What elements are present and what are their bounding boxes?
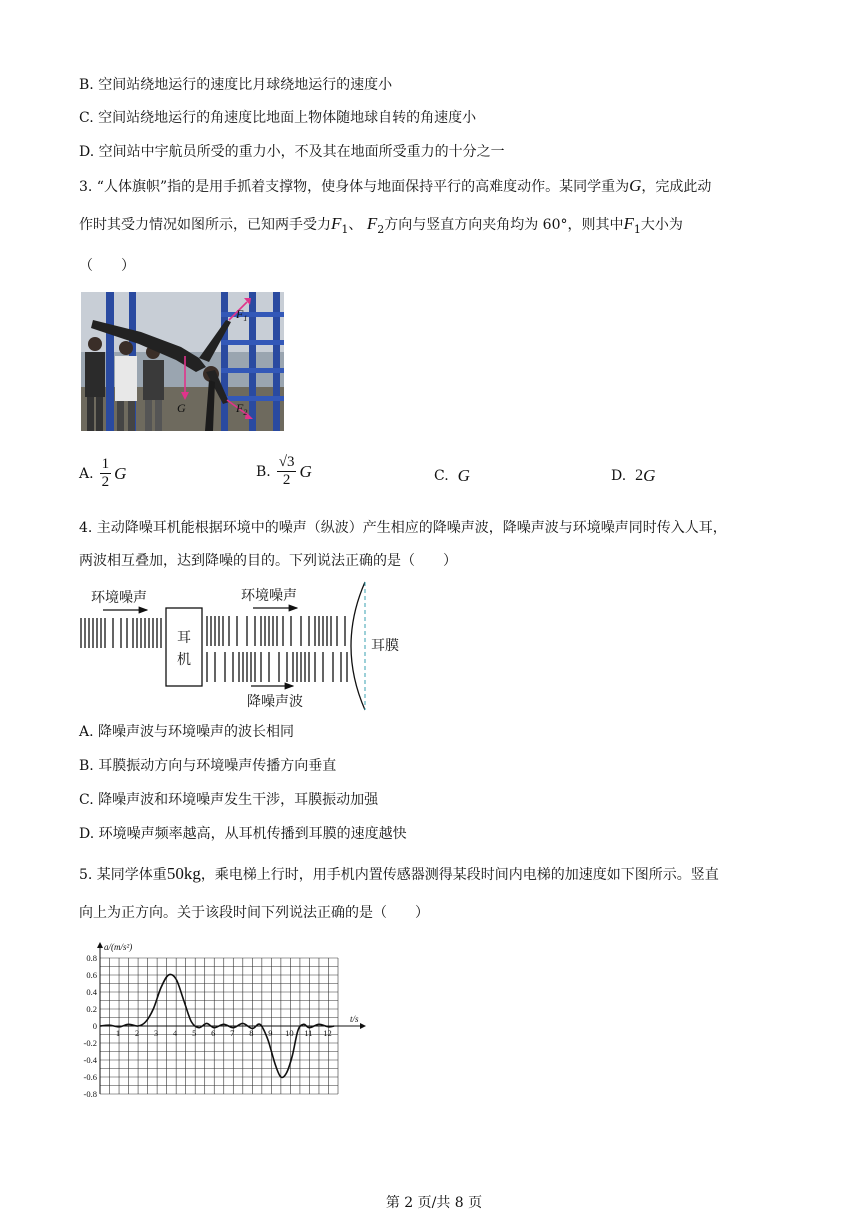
x-axis-arrow bbox=[360, 1023, 366, 1029]
svg-text:F1: $F_1$ bbox=[236, 307, 248, 323]
y-tick-label: -0.8 bbox=[83, 1089, 97, 1099]
ambient-noise-left-label: 环境噪声 bbox=[91, 590, 147, 606]
q3-line2: 作时其受力情况如图所示，已知两手受力$F_1$、 $F_2$方向与竖直方向夹角均为 60°，则其中$F_1$大小为 bbox=[79, 214, 683, 236]
x-axis-label: t/s bbox=[350, 1014, 359, 1024]
q3-option-d[interactable]: D. 2 G bbox=[611, 466, 656, 485]
q4-option-d[interactable]: D. 环境噪声频率越高，从耳机传播到耳膜的速度越快 bbox=[79, 826, 407, 842]
y-axis-arrow bbox=[97, 942, 103, 948]
x-tick-label: 5 bbox=[192, 1028, 197, 1038]
x-tick-label: 6 bbox=[211, 1028, 216, 1038]
y-tick-label: 0.2 bbox=[86, 1004, 97, 1014]
cancel-wave-label: 降噪声波 bbox=[247, 694, 303, 710]
y-tick-label: -0.4 bbox=[83, 1055, 97, 1065]
x-tick-label: 2 bbox=[134, 1028, 140, 1038]
svg-text:F2: $F_2$ bbox=[236, 401, 248, 417]
y-axis-label: a/(m/s²) bbox=[104, 942, 133, 952]
q5-line1: 5. 某同学体重50kg，乘电梯上行时，用手机内置传感器测得某段时间内电梯的加速度如下图所示。竖直 bbox=[79, 864, 719, 883]
x-tick-label: 4 bbox=[173, 1028, 178, 1038]
y-tick-label: 0.4 bbox=[86, 987, 97, 997]
q4-option-a[interactable]: A. 降噪声波与环境噪声的波长相同 bbox=[79, 724, 295, 740]
x-tick-label: 12 bbox=[323, 1028, 332, 1038]
noise-cancel-diagram bbox=[75, 580, 420, 715]
q4-option-c[interactable]: C. 降噪声波和环境噪声发生干涉，耳膜振动加强 bbox=[79, 792, 379, 808]
human-flag-photo bbox=[81, 292, 284, 431]
option-c-prev: C. 空间站绕地运行的角速度比地面上物体随地球自转的角速度小 bbox=[79, 110, 477, 126]
q4-line2: 两波相互叠加，达到降噪的目的。下列说法正确的是（ ） bbox=[79, 553, 457, 569]
x-tick-label: 1 bbox=[115, 1028, 121, 1038]
q3-option-a[interactable]: A. $\frac{1}{2}$ G bbox=[79, 456, 127, 490]
q3-line1: 3. “人体旗帜”指的是用手抓着支撑物，使身体与地面保持平行的高难度动作。某同学重为G，完成此动 bbox=[79, 176, 712, 195]
page-footer: 第 2 页/共 8 页 bbox=[385, 1195, 483, 1211]
x-tick-label: 11 bbox=[304, 1028, 313, 1038]
q4-line1: 4. 主动降噪耳机能根据环境中的噪声（纵波）产生相应的降噪声波，降噪声波与环境噪声同时传入人耳， bbox=[79, 520, 727, 536]
acceleration-chart bbox=[78, 936, 378, 1106]
option-b-prev: B. 空间站绕地运行的速度比月球绕地运行的速度小 bbox=[79, 77, 393, 93]
eardrum-label: 耳膜 bbox=[371, 638, 399, 654]
y-tick-label: 0 bbox=[92, 1021, 97, 1031]
q5-line2: 向上为正方向。关于该段时间下列说法正确的是（ ） bbox=[79, 905, 429, 921]
q3-answer-paren: （ ） bbox=[79, 258, 135, 274]
x-tick-label: 7 bbox=[230, 1028, 235, 1038]
x-tick-label: 9 bbox=[268, 1028, 273, 1038]
earphone-label-1: 耳 bbox=[177, 630, 191, 646]
option-d-prev: D. 空间站中宇航员所受的重力小，不及其在地面所受重力的十分之一 bbox=[79, 144, 505, 160]
x-tick-label: 3 bbox=[153, 1028, 159, 1038]
svg-text:G: G bbox=[177, 401, 186, 415]
y-tick-label: 0.6 bbox=[86, 970, 97, 980]
y-tick-label: -0.2 bbox=[83, 1038, 97, 1048]
q4-option-b[interactable]: B. 耳膜振动方向与环境噪声传播方向垂直 bbox=[79, 758, 337, 774]
ambient-noise-right-label: 环境噪声 bbox=[241, 588, 297, 604]
q3-option-b[interactable]: B. $\frac{√3}{2}$ G bbox=[256, 454, 312, 488]
q3-option-c[interactable]: C. G bbox=[434, 466, 470, 485]
x-tick-label: 10 bbox=[285, 1028, 294, 1038]
y-tick-label: 0.8 bbox=[86, 953, 97, 963]
x-tick-label: 8 bbox=[249, 1028, 254, 1038]
y-tick-label: -0.6 bbox=[83, 1072, 97, 1082]
earphone-label-2: 机 bbox=[177, 652, 191, 668]
